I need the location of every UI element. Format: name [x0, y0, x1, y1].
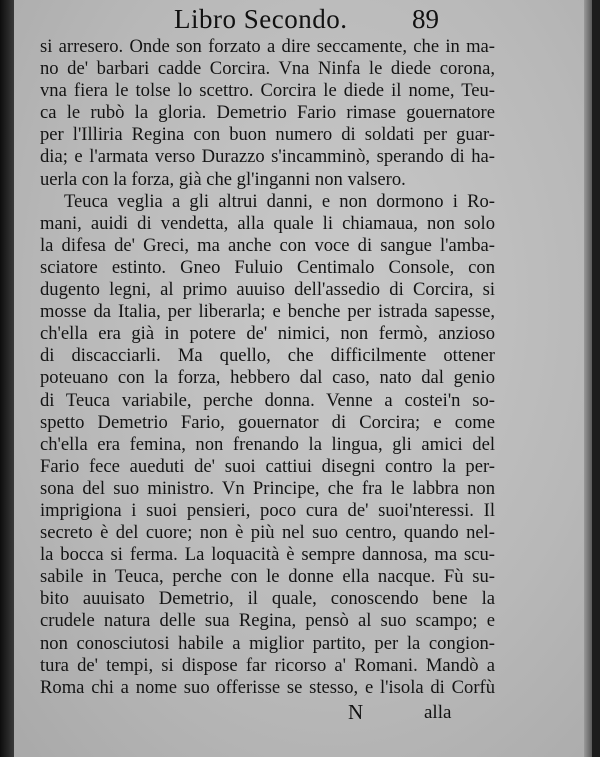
text-line: la bocca si ferma. La loquacità è sempre dannosa, ma scu-: [40, 544, 495, 566]
book-page: [14, 0, 592, 757]
text-line: secreto è del cuore; non è più nel suo centro, quando nel-: [40, 522, 495, 544]
text-line: di discacciarli. Ma quello, che difficilmente ottener: [40, 345, 495, 367]
body-text: [40, 36, 495, 699]
text-line: sabile in Teuca, perche con le donne ella nacque. Fù su-: [40, 566, 495, 588]
catchword: alla: [424, 702, 452, 723]
page-edge: [584, 0, 592, 757]
signature-mark: N: [348, 700, 364, 724]
text-line: tura de' tempi, si dispose far ricorso a' Romani. Mandò a: [40, 654, 495, 676]
text-line: imprigiona i suoi pensieri, poco cura de' suoi'nteressi. Il: [40, 499, 495, 521]
text-line: vna fiera le tolse lo scettro. Corcira le diede il nome, Teu-: [40, 80, 495, 102]
text-line: sona del suo ministro. Vn Principe, che fra le labbra non: [40, 477, 495, 499]
text-line: poteuano con la forza, hebbero dal caso, nato dal genio: [40, 367, 495, 389]
text-line: Fario fece aueduti de' suoi cattiui disegni contro la per-: [40, 455, 495, 477]
page-header: [14, 2, 592, 38]
text-line: sciatore estinto. Gneo Fuluio Centimalo Console, con: [40, 256, 495, 278]
text-line: uerla con la forza, già che gl'inganni non valsero.: [40, 168, 406, 190]
text-line: la difesa de' Greci, ma anche con voce di sangue l'amba-: [40, 234, 495, 256]
text-line: dia; e l'armata verso Durazzo s'incamminò, sperando di ha-: [40, 146, 495, 168]
text-line: bito auuisato Demetrio, il quale, conoscendo bene la: [40, 588, 495, 610]
text-line: ch'ella era femina, non frenando la lingua, gli amici del: [40, 433, 495, 455]
text-line: di Teuca variabile, perche donna. Venne a costei'n so-: [40, 389, 495, 411]
text-line: Roma chi a nome suo offerisse se stesso, e l'isola di Corfù: [40, 676, 495, 698]
text-line: per l'Illiria Regina con buon numero di soldati per guar-: [40, 124, 495, 146]
text-line: non conosciutosi habile a miglior partito, per la congion-: [40, 632, 495, 654]
binding-shadow: [0, 0, 14, 757]
text-line: mosse da Italia, per liberarla; e benche per istrada sapesse,: [40, 301, 495, 323]
text-line: spetto Demetrio Fario, gouernator di Corcira; e come: [40, 411, 495, 433]
page-footer: [14, 700, 592, 728]
text-line: crudele natura delle sua Regina, pensò al suo scampo; e: [40, 610, 495, 632]
text-line: si arresero. Onde son forzato a dire seccamente, che in ma-: [40, 36, 495, 57]
text-line: dugento legni, al primo auuiso dell'assedio di Corcira, si: [40, 279, 495, 301]
text-line: no de' barbari cadde Corcira. Vna Ninfa le diede corona,: [40, 58, 495, 80]
paragraph-first-line: Teuca veglia a gli altrui danni, e non dormono i Ro-: [64, 190, 495, 212]
text-line: ch'ella era già in potere de' nimici, non fermò, anzioso: [40, 323, 495, 345]
text-line: ca le rubò la gloria. Demetrio Fario rimase gouernatore: [40, 102, 495, 124]
page-number: 89: [412, 4, 439, 34]
text-line: mani, auidi di vendetta, alla quale li chiamaua, non solo: [40, 212, 495, 234]
running-head: Libro Secondo.: [174, 4, 348, 34]
